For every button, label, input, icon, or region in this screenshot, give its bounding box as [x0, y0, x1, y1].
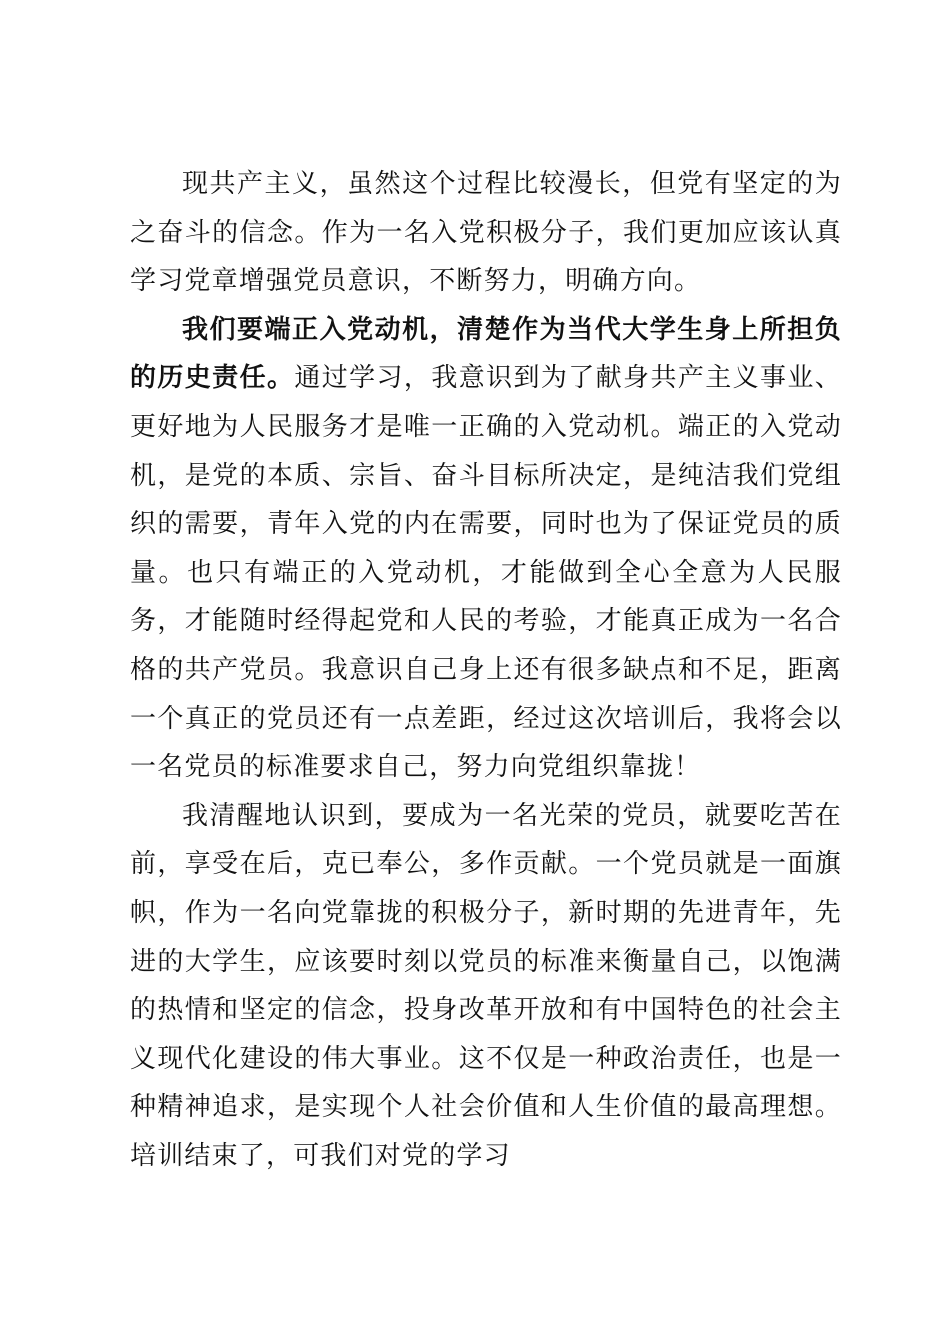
paragraph-1-text: 现共产主义，虽然这个过程比较漫长，但党有坚定的为之奋斗的信念。作为一名入党积极分子，我们更加应该认真学习党章增强党员意识，不断努力，明确方向。	[130, 169, 842, 297]
document-body	[130, 160, 842, 1180]
paragraph-1	[130, 160, 842, 306]
paragraph-3-text: 我清醒地认识到，要成为一名光荣的党员，就要吃苦在前，享受在后，克已奉公，多作贡献。一个党员就是一面旗帜，作为一名向党靠拢的积极分子，新时期的先进青年，先进的大学生，应该要时刻以党员的标准来衡量自己，以饱满的热情和坚定的信念，投身改革开放和有中国特色的社会主义现代化建设的伟大事业。这不仅是一种政治责任，也是一种精神追求，是实现个人社会价值和人生价值的最高理想。培训结束了，可我们对党的学习	[130, 800, 842, 1171]
paragraph-2-text: 通过学习，我意识到为了献身共产主义事业、更好地为人民服务才是唯一正确的入党动机。端正的入党动机，是党的本质、宗旨、奋斗目标所决定，是纯洁我们党组织的需要，青年入党的内在需要，同时也为了保证党员的质量。也只有端正的入党动机，才能做到全心全意为人民服务，才能随时经得起党和人民的考验，才能真正成为一名合格的共产党员。我意识自己身上还有很多缺点和不足，距离一个真正的党员还有一点差距，经过这次培训后，我将会以一名党员的标准要求自己，努力向党组织靠拢！	[130, 363, 842, 783]
paragraph-2-bold-lead: 我们要端正入党动机，清楚作为当代大学生身上所担负的历史责任。	[130, 314, 842, 394]
paragraph-3	[130, 792, 842, 1181]
paragraph-2	[130, 306, 842, 792]
